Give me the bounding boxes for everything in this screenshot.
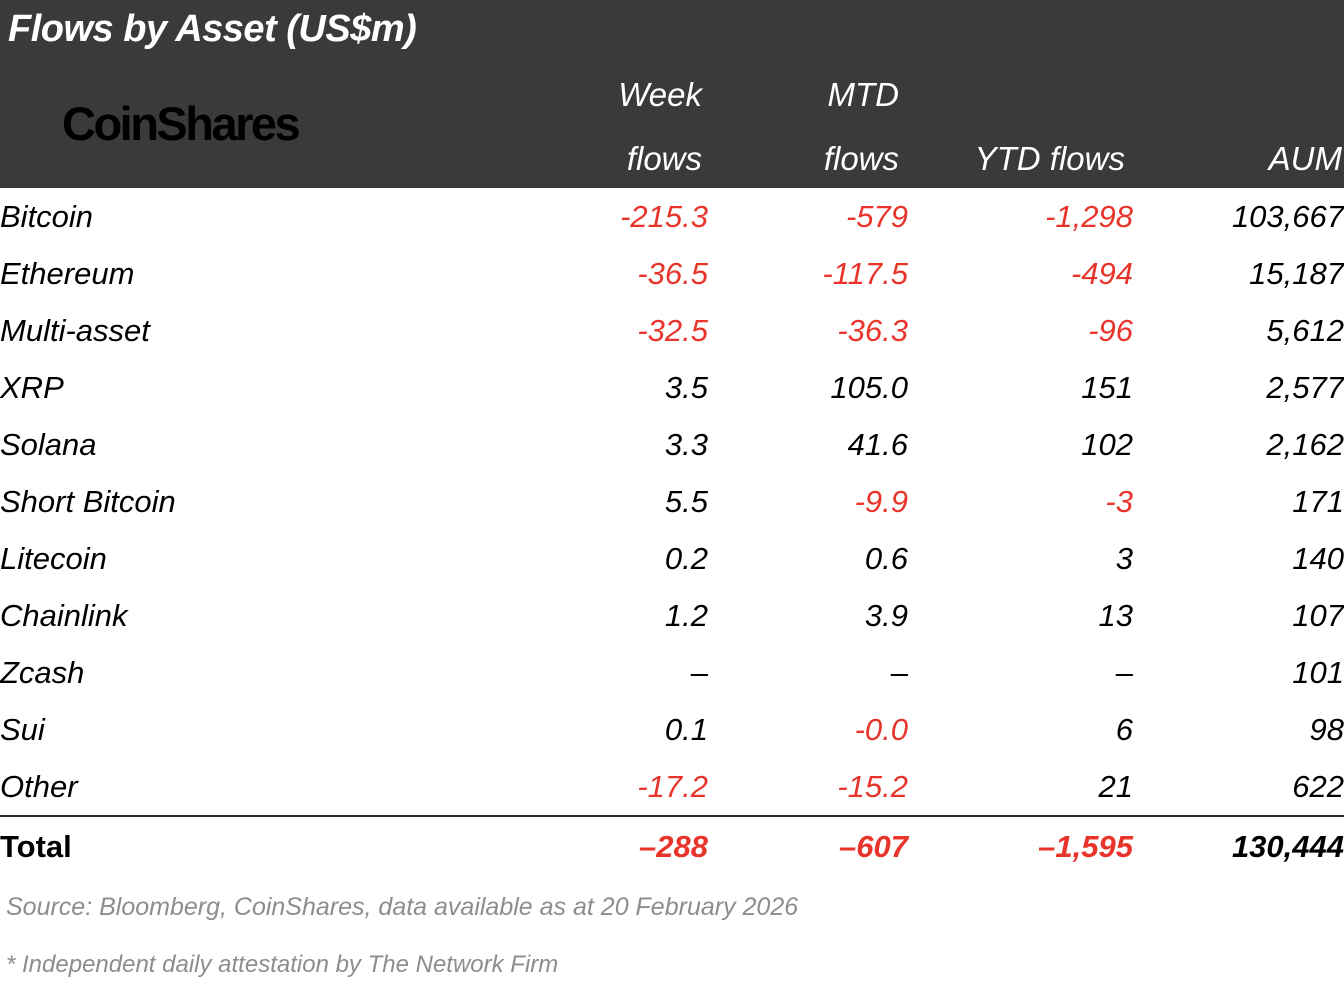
cell-aum: 98 [1309, 711, 1344, 747]
table-row [0, 758, 1344, 816]
cell-week: –288 [498, 816, 708, 877]
cell-ytd: – [1115, 654, 1133, 690]
table-row [0, 473, 1344, 530]
cell-aum: 622 [1292, 768, 1344, 804]
cell-aum: 2,162 [1266, 426, 1344, 462]
cell-week: -17.2 [637, 768, 708, 804]
table-row [0, 530, 1344, 587]
cell-ytd: 13 [1098, 597, 1133, 633]
cell-asset: Zcash [0, 654, 85, 690]
cell-asset: Short Bitcoin [0, 483, 176, 519]
cell-aum: 107 [1292, 597, 1344, 633]
cell-mtd: -0.0 [854, 711, 908, 747]
cell-week: 3.3 [664, 426, 708, 462]
cell-ytd: 21 [1098, 768, 1133, 804]
cell-week: -32.5 [637, 312, 708, 348]
cell-ytd: -3 [1105, 483, 1133, 519]
source-note: Source: Bloomberg, CoinShares, data available as at 20 February 2026 [6, 893, 799, 921]
cell-mtd: 3.9 [864, 597, 908, 633]
cell-week: 1.2 [664, 597, 708, 633]
cell-mtd: –607 [708, 816, 908, 877]
cell-week: – [690, 654, 708, 690]
cell-mtd: -117.5 [822, 255, 908, 291]
cell-ytd: -494 [1070, 255, 1133, 291]
cell-asset: Ethereum [0, 255, 135, 291]
cell-mtd: 105.0 [830, 369, 908, 405]
cell-asset: Chainlink [0, 597, 128, 633]
table-row [0, 416, 1344, 473]
table-row [0, 302, 1344, 359]
table-row [0, 359, 1344, 416]
cell-asset-total: Total [0, 816, 498, 877]
footnotes [0, 877, 1344, 981]
table-row [0, 188, 1344, 245]
cell-ytd: 3 [1115, 540, 1133, 576]
table-row [0, 701, 1344, 758]
flows-table [0, 188, 1344, 877]
column-header-aum: AUM [1268, 140, 1342, 177]
cell-aum: 101 [1292, 654, 1344, 690]
cell-week: -215.3 [620, 198, 708, 234]
cell-mtd: -15.2 [837, 768, 908, 804]
cell-mtd: -579 [845, 198, 908, 234]
table-row [0, 245, 1344, 302]
cell-asset: Litecoin [0, 540, 107, 576]
cell-ytd: -1,298 [1045, 198, 1133, 234]
cell-aum: 2,577 [1266, 369, 1344, 405]
column-header-mtd-line2: flows [823, 140, 899, 177]
column-header-ytd: YTD flows [974, 140, 1125, 177]
table-row [0, 644, 1344, 701]
cell-asset: Other [0, 768, 78, 804]
cell-mtd: 41.6 [847, 426, 908, 462]
table-header-band [0, 0, 1344, 188]
table-row [0, 587, 1344, 644]
cell-ytd: 151 [1081, 369, 1133, 405]
cell-week: 5.5 [664, 483, 708, 519]
cell-asset: Solana [0, 426, 97, 462]
coinshares-logo: CoinShares [62, 97, 299, 150]
cell-aum: 15,187 [1249, 255, 1344, 291]
table-row-total [0, 816, 1344, 877]
cell-asset: Multi-asset [0, 312, 150, 348]
cell-asset: XRP [0, 369, 64, 405]
column-header-week-line1: Week [618, 76, 702, 113]
cell-mtd: -36.3 [837, 312, 908, 348]
column-header-mtd-line1: MTD [827, 76, 899, 113]
cell-week: 0.2 [664, 540, 708, 576]
cell-asset: Bitcoin [0, 198, 94, 234]
cell-week: 3.5 [664, 369, 708, 405]
cell-week: -36.5 [637, 255, 708, 291]
cell-asset: Sui [0, 711, 45, 747]
attestation-note: * Independent daily attestation by The Network Firm [6, 950, 559, 978]
column-header-week-line2: flows [626, 140, 702, 177]
cell-mtd: -9.9 [854, 483, 908, 519]
cell-aum: 103,667 [1231, 198, 1344, 234]
cell-aum: 171 [1292, 483, 1344, 519]
page-title: Flows by Asset (US$m) [8, 8, 417, 50]
cell-ytd: –1,595 [908, 816, 1133, 877]
cell-aum: 140 [1292, 540, 1344, 576]
cell-mtd: 0.6 [864, 540, 908, 576]
cell-week: 0.1 [664, 711, 708, 747]
cell-aum: 130,444 [1133, 816, 1344, 877]
cell-mtd: – [890, 654, 908, 690]
cell-ytd: 102 [1081, 426, 1133, 462]
cell-ytd: -96 [1088, 312, 1133, 348]
cell-aum: 5,612 [1266, 312, 1344, 348]
cell-ytd: 6 [1115, 711, 1133, 747]
